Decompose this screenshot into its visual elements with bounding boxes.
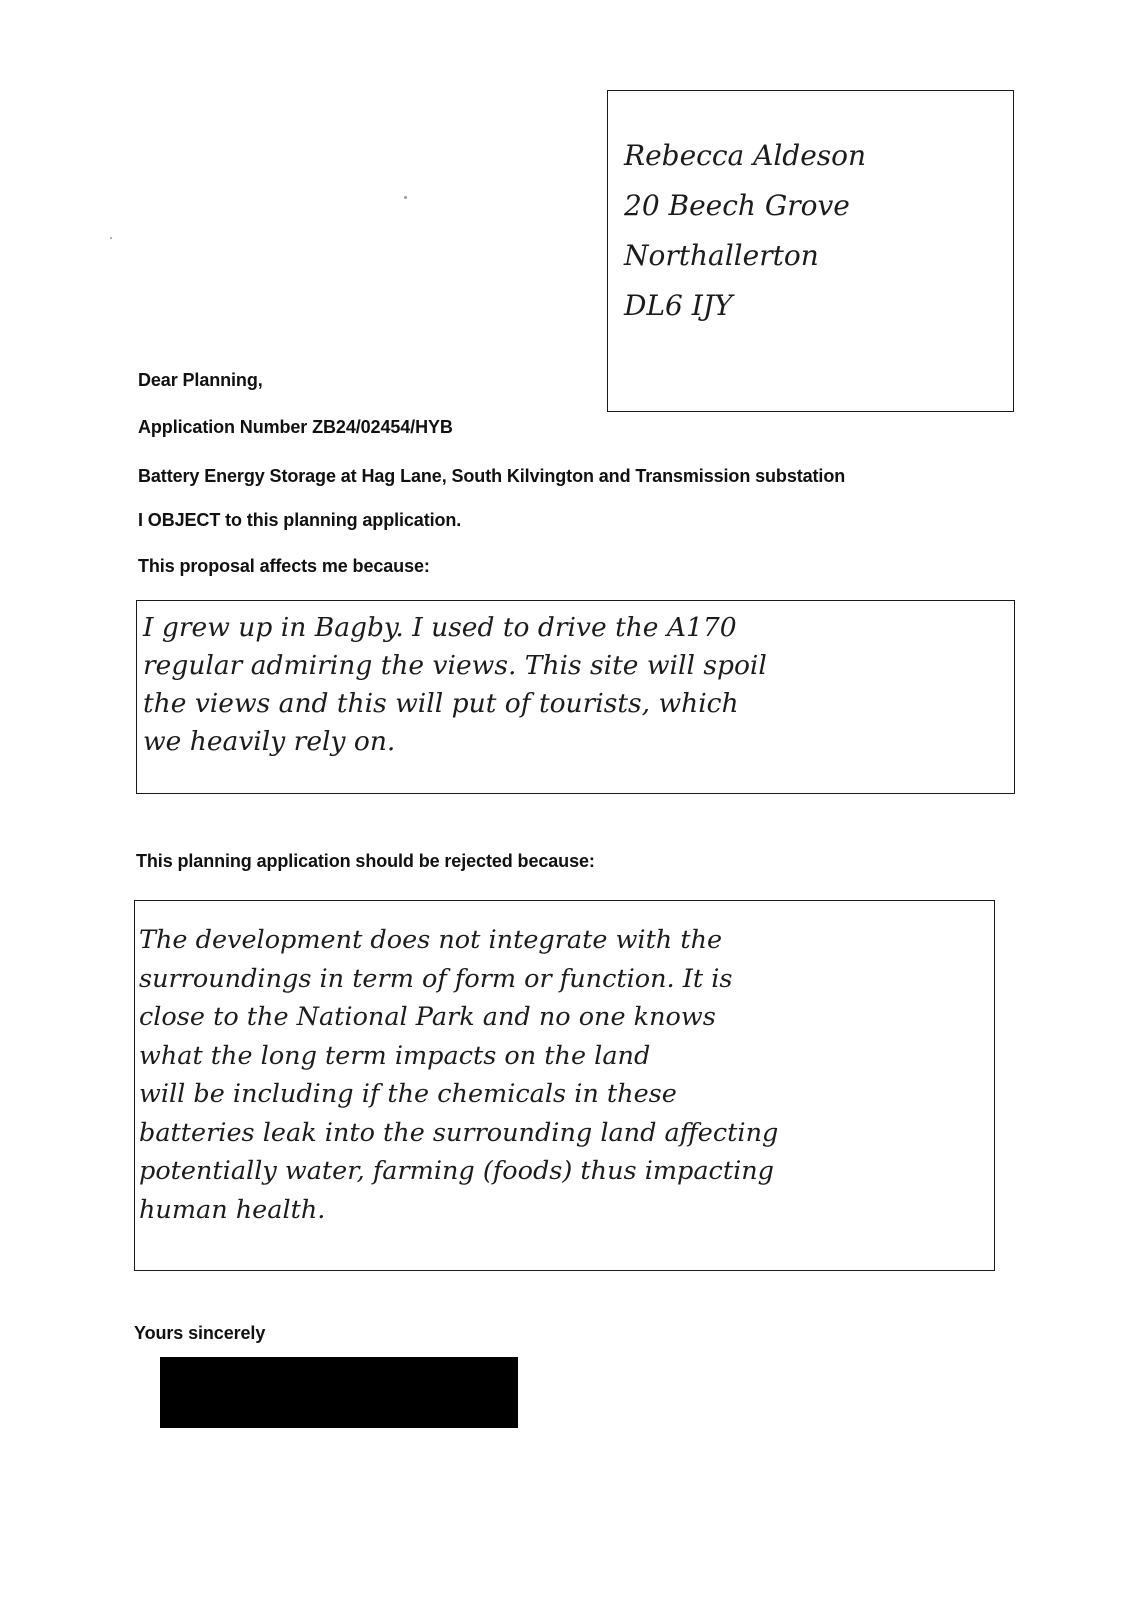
scan-speck	[404, 196, 407, 199]
objection-statement: I OBJECT to this planning application.	[138, 510, 462, 530]
rejected-heading: This planning application should be rejected because:	[136, 851, 595, 871]
scan-speck	[110, 237, 112, 239]
affects-line: the views and this will put of tourists, which	[143, 688, 739, 719]
affects-line: I grew up in Bagby. I used to drive the A170	[143, 612, 737, 643]
affects-line: we heavily rely on.	[143, 726, 396, 757]
affects-answer-box	[136, 600, 1015, 794]
rejected-line: will be including if the chemicals in these	[139, 1079, 677, 1109]
address-line-street: 20 Beech Grove	[624, 189, 850, 222]
closing: Yours sincerely	[134, 1323, 266, 1343]
address-line-postcode: DL6 IJY	[624, 289, 733, 322]
subject-line: Battery Energy Storage at Hag Lane, South Kilvington and Transmission substation	[138, 466, 846, 486]
rejected-line: human health.	[139, 1194, 326, 1225]
application-number: Application Number ZB24/02454/HYB	[138, 417, 453, 437]
rejected-line: what the long term impacts on the land	[139, 1040, 651, 1071]
rejected-answer-box	[134, 900, 995, 1271]
affects-line: regular admiring the views. This site will spoil	[143, 650, 767, 681]
address-box	[607, 90, 1014, 412]
address-line-town: Northallerton	[624, 239, 819, 272]
rejected-line: close to the National Park and no one knows	[139, 1002, 716, 1032]
signature-redaction	[160, 1357, 518, 1428]
rejected-line: The development does not integrate with the	[139, 925, 723, 955]
affects-heading: This proposal affects me because:	[138, 556, 430, 576]
address-line-name: Rebecca Aldeson	[624, 139, 867, 172]
rejected-line: surroundings in term of form or function. It is	[139, 963, 733, 994]
rejected-line: batteries leak into the surrounding land affecting	[139, 1117, 779, 1148]
rejected-line: potentially water, farming (foods) thus impacting	[139, 1156, 774, 1186]
salutation: Dear Planning,	[138, 370, 263, 390]
